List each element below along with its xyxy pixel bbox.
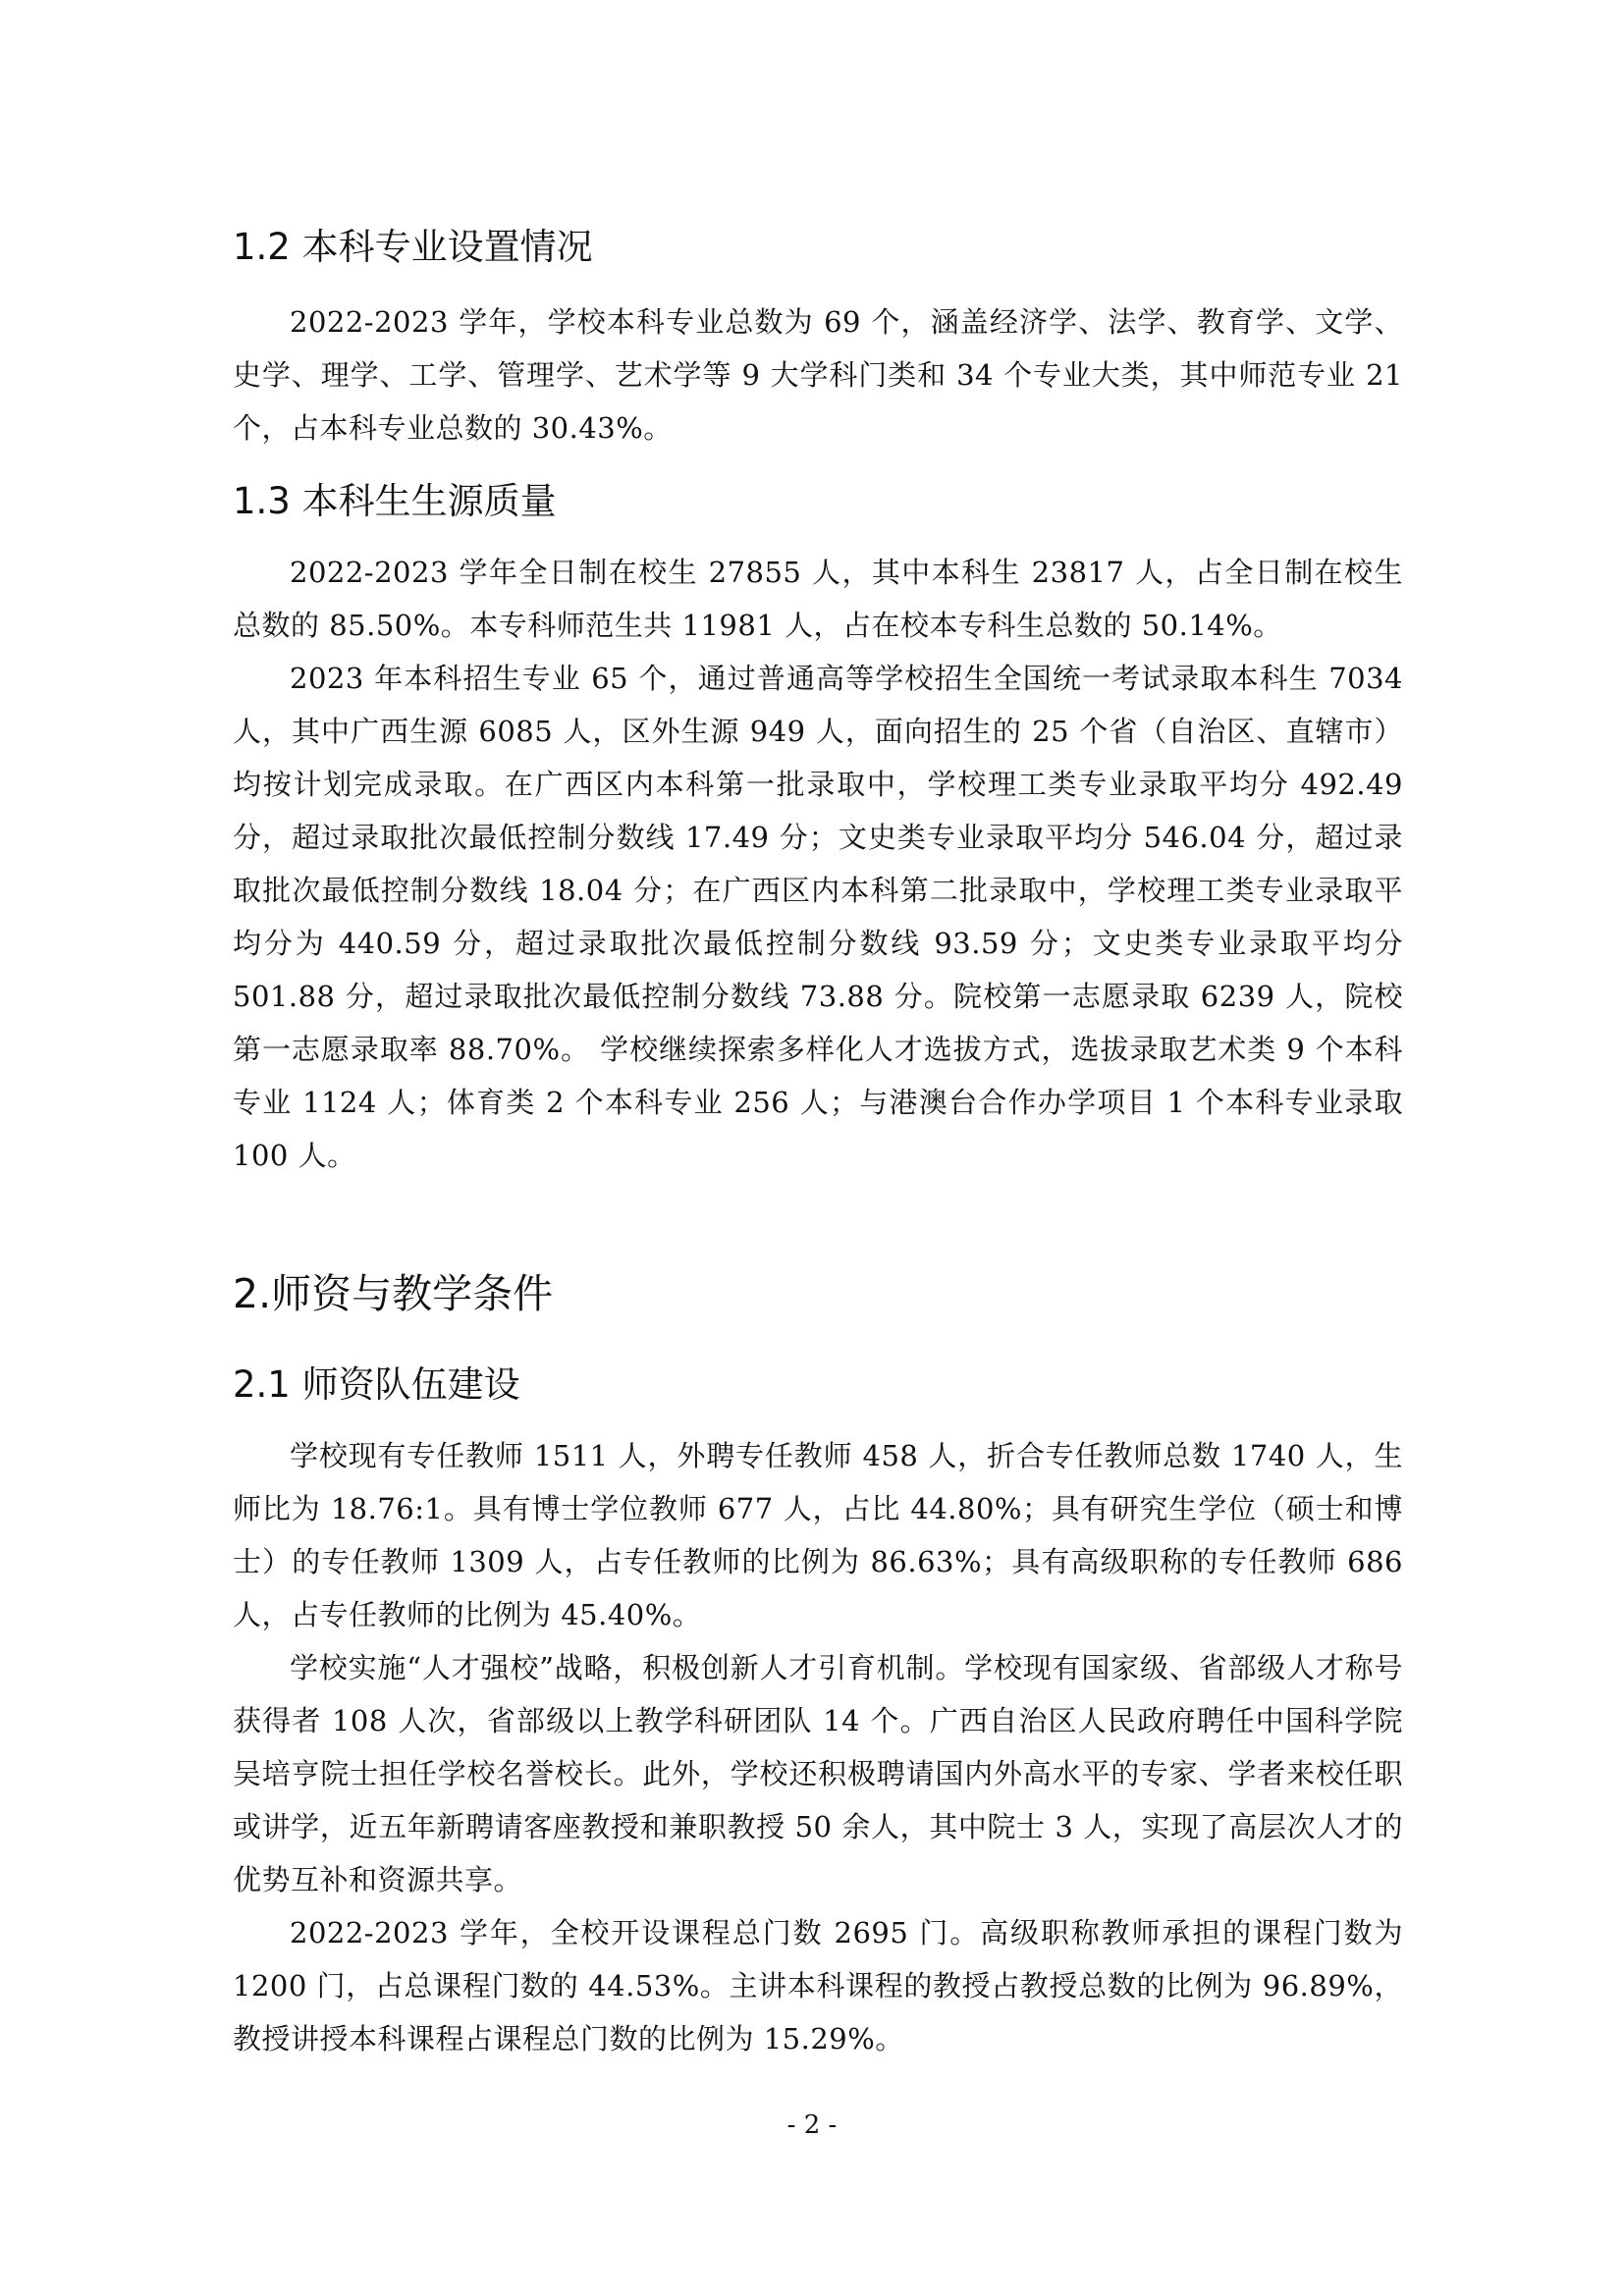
heading-2-1: 2.1 师资队伍建设 — [233, 1363, 520, 1406]
paragraph-2-1-2: 学校实施“人才强校”战略，积极创新人才引育机制。学校现有国家级、省部级人才称号获得者 108 人次，省部级以上教学科研团队 14 个。广西自治区人民政府聘任中国科学院吴培亨院士担任学校名誉校长。此外，学校还积极聘请国内外高水平的专家、学者来校任职或讲学，近五年新聘请客座教授和兼职教授 50 余人，其中院士 3 人，实现了高层次人才的优势互补和资源共享。 — [233, 1651, 1403, 1896]
paragraph-1-2-1: 2022-2023 学年，学校本科专业总数为 69 个，涵盖经济学、法学、教育学、文学、史学、理学、工学、管理学、艺术学等 9 大学科门类和 34 个专业大类，其中师范专业 21 个，占本科专业总数的 30.43%。 — [233, 305, 1403, 445]
paragraph-2-1-3: 2022-2023 学年，全校开设课程总门数 2695 门。高级职称教师承担的课程门数为 1200 门，占总课程门数的 44.53%。主讲本科课程的教授占教授总数的比例为 96.89%，教授讲授本科课程占课程总门数的比例为 15.29%。 — [233, 1916, 1403, 2056]
paragraph-1-3-2: 2023 年本科招生专业 65 个，通过普通高等学校招生全国统一考试录取本科生 7034 人，其中广西生源 6085 人，区外生源 949 人，面向招生的 25 个省（自治区、直辖市）均按计划完成录取。在广西区内本科第一批录取中，学校理工类专业录取平均分 492.49 分，超过录取批次最低控制分数线 17.49 分；文史类专业录取平均分 546.04 分，超过录取批次最低控制分数线 18.04 分；在广西区内本科第二批录取中，学校理工类专业录取平均分为 440.59 分，超过录取批次最低控制分数线 93.59 分；文史类专业录取平均分 501.88 分，超过录取批次最低控制分数线 73.88 分。院校第一志愿录取 6239 人，院校第一志愿录取率 88.70%。 学校继续探索多样化人才选拔方式，选拔录取艺术类 9 个本科专业 1124 人；体育类 2 个本科专业 256 人；与港澳台合作办学项目 1 个本科专业录取 100 人。 — [233, 662, 1403, 1172]
heading-2: 2.师资与教学条件 — [233, 1270, 554, 1317]
page-number: - 2 - — [786, 2110, 838, 2140]
paragraph-1-3-1: 2022-2023 学年全日制在校生 27855 人，其中本科生 23817 人，占全日制在校生总数的 85.50%。本专科师范生共 11981 人，占在校本专科生总数的 50.14%。 — [233, 556, 1403, 642]
heading-1-2: 1.2 本科专业设置情况 — [233, 226, 593, 268]
heading-1-3: 1.3 本科生生源质量 — [233, 480, 557, 522]
paragraph-2-1-1: 学校现有专任教师 1511 人，外聘专任教师 458 人，折合专任教师总数 1740 人，生师比为 18.76:1。具有博士学位教师 677 人，占比 44.80%；具有研究生学位（硕士和博士）的专任教师 1309 人，占专任教师的比例为 86.63%；具有高级职称的专任教师 686 人，占专任教师的比例为 45.40%。 — [233, 1439, 1403, 1631]
